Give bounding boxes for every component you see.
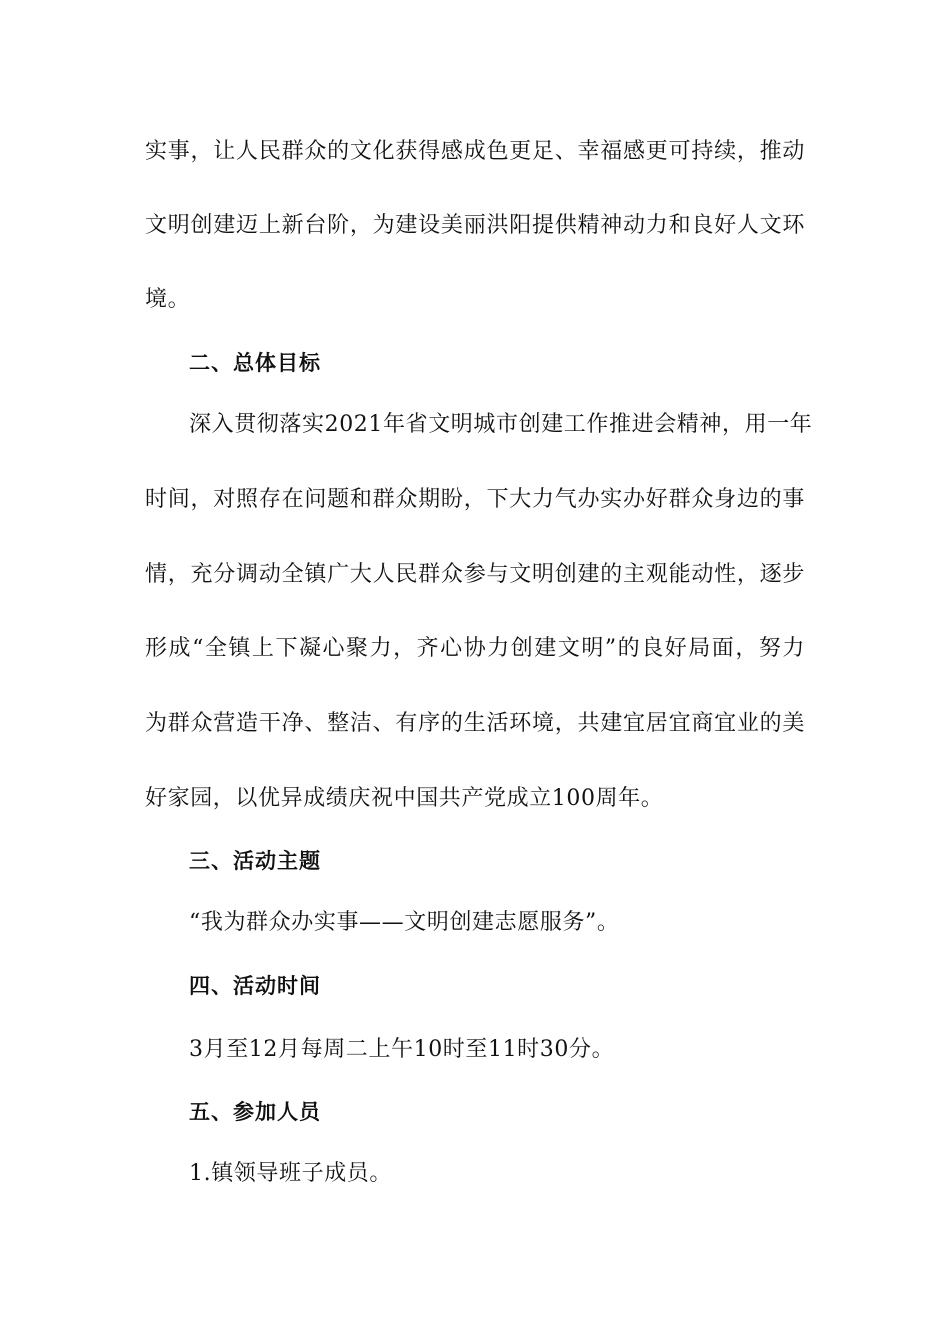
paragraph-1-line-1: 实事，让人民群众的文化获得感成色更足、幸福感更可持续，推动 xyxy=(145,139,805,164)
section-2-line-4: 形成“全镇上下凝心聚力，齐心协力创建文明”的良好局面，努力 xyxy=(145,636,805,661)
section-2-line-3: 情，充分调动全镇广大人民群众参与文明创建的主观能动性，逐步 xyxy=(145,562,805,587)
paragraph-1-line-3: 境。 xyxy=(145,287,191,312)
section-3-heading: 三、活动主题 xyxy=(189,849,321,873)
section-2-line-1: 深入贯彻落实2021年省文明城市创建工作推进会精神，用一年 xyxy=(189,412,813,437)
section-2-line-6: 好家园，以优异成绩庆祝中国共产党成立100周年。 xyxy=(145,786,664,811)
paragraph-1-line-2: 文明创建迈上新台阶，为建设美丽洪阳提供精神动力和良好人文环 xyxy=(145,213,805,238)
section-4-heading: 四、活动时间 xyxy=(189,974,321,998)
section-4-text: 3月至12月每周二上午10时至11时30分。 xyxy=(189,1037,615,1062)
section-2-heading: 二、总体目标 xyxy=(189,351,321,375)
section-2-line-5: 为群众营造干净、整洁、有序的生活环境，共建宜居宜商宜业的美 xyxy=(145,711,805,736)
section-5-heading: 五、参加人员 xyxy=(189,1100,321,1124)
section-3-text: “我为群众办实事——文明创建志愿服务”。 xyxy=(189,910,620,935)
section-5-item-1: 1.镇领导班子成员。 xyxy=(189,1161,392,1186)
section-2-line-2: 时间，对照存在问题和群众期盼，下大力气办实办好群众身边的事 xyxy=(145,487,805,512)
